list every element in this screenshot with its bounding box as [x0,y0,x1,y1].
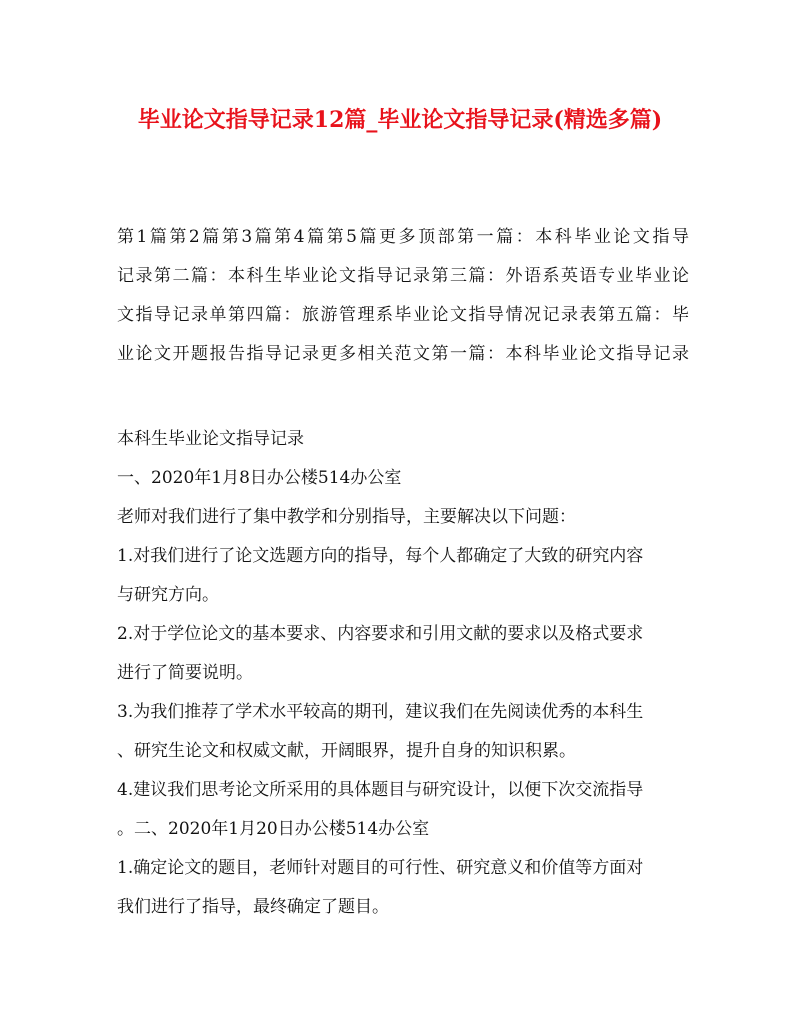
list-item-1: 1.对我们进行了论文选题方向的指导，每个人都确定了大致的研究内容 [117,546,644,566]
record-date-line-2: 。二、2020年1月20日办公楼514办公室 [117,819,430,839]
body-text [117,420,689,927]
list-item-3-cont: 、研究生论文和权威文献，开阔眼界，提升自身的知识积累。 [117,741,576,761]
section-heading: 本科生毕业论文指导记录 [117,429,304,449]
intro-line: 文指导记录单第四篇：旅游管理系毕业论文指导情况记录表第五篇：毕 [117,305,689,325]
document-title: 毕业论文指导记录12篇_毕业论文指导记录(精选多篇) [137,107,663,133]
list-item-2-cont: 进行了简要说明。 [117,663,253,683]
record-date-line: 一、2020年1月8日办公楼514办公室 [117,468,402,488]
list-item-1-b: 1.确定论文的题目，老师针对题目的可行性、研究意义和价值等方面对 [117,858,644,878]
intro-paragraph [117,218,689,374]
intro-line: 业论文开题报告指导记录更多相关范文第一篇：本科毕业论文指导记录 [117,344,689,364]
list-item-1-cont: 与研究方向。 [117,585,219,605]
intro-line: 记录第二篇：本科生毕业论文指导记录第三篇：外语系英语专业毕业论 [117,266,689,286]
list-item-4: 4.建议我们思考论文所采用的具体题目与研究设计，以便下次交流指导 [117,780,644,800]
list-item-2: 2.对于学位论文的基本要求、内容要求和引用文献的要求以及格式要求 [117,624,644,644]
list-item-1-b-cont: 我们进行了指导，最终确定了题目。 [117,897,389,917]
list-item-3: 3.为我们推荐了学术水平较高的期刊，建议我们在先阅读优秀的本科生 [117,702,644,722]
body-line: 老师对我们进行了集中教学和分别指导，主要解决以下问题： [117,507,576,527]
intro-line: 第1篇第2篇第3篇第4篇第5篇更多顶部第一篇：本科毕业论文指导 [117,227,689,247]
